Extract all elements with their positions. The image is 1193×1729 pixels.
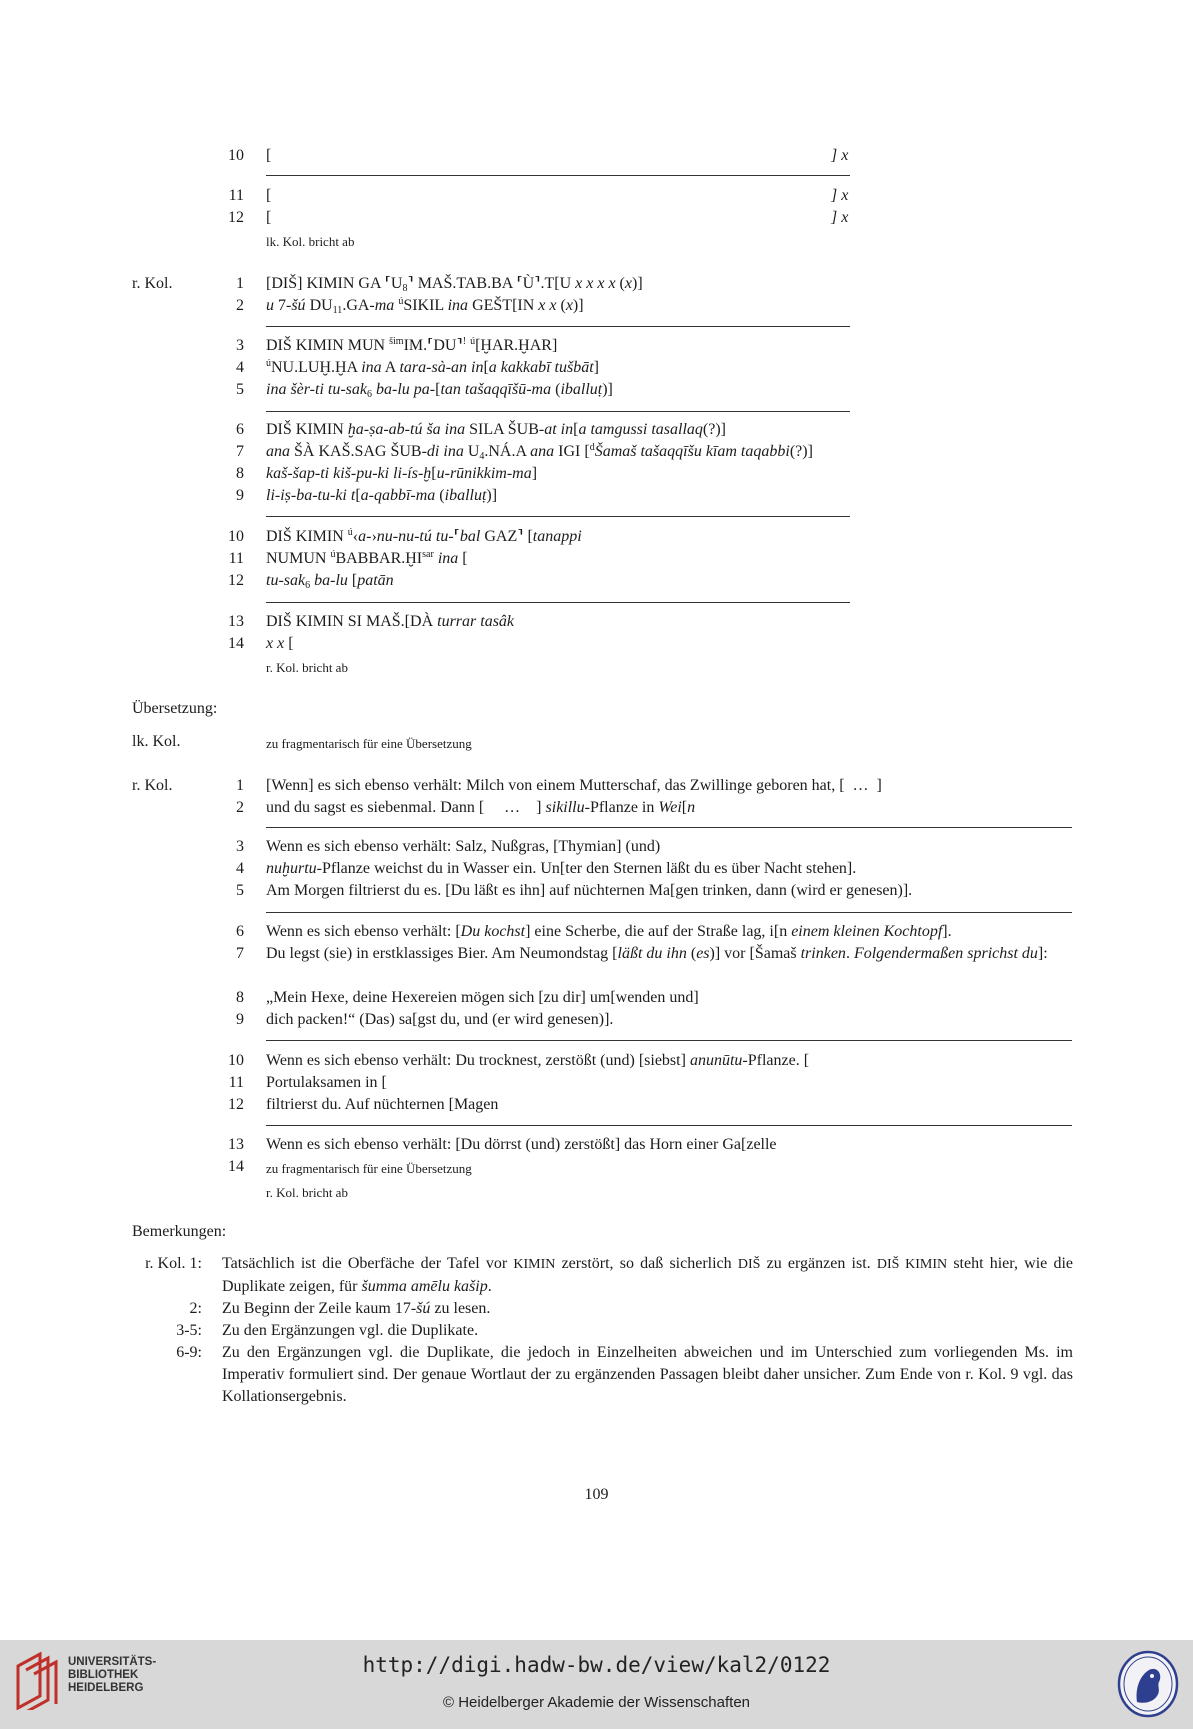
document-page: 10 [ ] x 11 [ ] x 12 [ ] x lk. Kol. bricht ab r. Kol. 1 [DIŠ] KIMIN GA $⸢U_8⸣$ MAŠ.TAB.BA ⸢Ù⸣.T[U x x x x (x)] 2 u 7-šú $DU_{11}.GA-ma$ $^ú$SIKIL ina GEŠT[IN x x (x)] 3 DIŠ KIMIN MUN $^{šim}$IM.⸢DU⸣! $^ú$[ḪAR.ḪAR] 4 $^ú$NU.LUḪ.ḪA ina A tara-sà-an in[a kakkabī tušbāt] 5 ina šèr-ti tu-sak$_6$ ba-lu pa-[tan tašaqqīšū-ma (iballuṭ)] 6 DIŠ KIMIN ḫa-ṣa-ab-tú ša ina SILA ŠUB-at in[a tamgussi tasallaq(?)] 7 ana ŠÀ KAŠ.SAG ŠUB-di ina $U_4.NÁ.A$ ana IGI [$^d$Šamaš tašaqqīšu kīam taqabbi(?)] 8 kaš-šap-ti kiš-pu-ki li-ís-ḫ[u-rūnikkim-ma] 9 li-iṣ-ba-tu-ki t[a-qabbī-ma (iballuṭ)] 10 DIŠ KIMIN $^ú$‹a-›nu-nu-tú tu-⸢bal GAZ⸣ [tanappi 11 NUMUN $^ú$BABBAR.ḪI$^{sar}$ ina [ 12 tu-sak$_6$ ba-lu [patān 13 DIŠ KIMIN SI MAŠ.[DÀ turrar tasâk 14 x x [ r. Kol. bricht ab Übersetzung: lk. Kol. zu fragmentarisch für eine Übersetzung r. Kol. 1 [Wenn] es sich ebenso verhält: Milch von einem Mutterschaf, das Zwillinge geboren hat, [ … ] 2 und du sagst es siebenmal. Dann [ … ] sikillu-Pflanze in Wei[n 3 Wenn es sich ebenso verhält: Salz, Nußgras, [Thymian] (und) 4 nuḫurtu-Pflanze weichst du in Wasser ein. Un[ter den Sternen läßt du es über Nacht stehen]. 5 Am Morgen filtrierst du es. [Du läßt es ihn] auf nüchternen Ma[gen trinken, dann (wird er genesen)]. 6 Wenn es sich ebenso verhält: [Du kochst] eine Scherbe, die auf der Straße lag, i[n einem kleinen Kochtopf]. 7 Du legst (sie) in erstklassiges Bier. Am Neumondstag [läßt du ihn (es)] vor [Šamaš trinken. Folgendermaßen sprichst du]: 8 „Mein Hexe, deine Hexereien mögen sich [zu dir] um[wenden und] 9 dich packen!“ (Das) sa[gst du, und (er wird genesen)]. 10 Wenn es sich ebenso verhält: Du trocknest, zerstößt (und) [siebst] anunūtu-Pflanze. [ 11 Portulaksamen in [ 12 filtrierst du. Auf nüchternen [Magen 13 Wenn es sich ebenso verhält: [Du dörrst (und) zerstößt] das Horn einer Ga[zelle 14 zu fragmentarisch für eine Übersetzung r. Kol. bricht ab Bemerkungen: r. Kol. 1: Tatsächlich ist die Oberfäche der Tafel vor KIMIN zerstört, so daß sicherlich DIŠ zu ergänzen ist. DIŠ KIMIN steht hier, wie die Duplikate zeigen, für šumma amēlu kašip. 2: Zu Beginn der Zeile kaum 17-šú zu lesen. 3-5: Zu den Ergänzungen vgl. die Duplikate. 6-9: Zu den Ergänzungen vgl. die Duplikate, die jedoch in Einzelheiten abweichen und im Unterschied zum vorliegenden Ms. im Imperativ formuliert sind. Der genaue Wortlaut der zu ergänzenden Passagen bleibt daher unsicher. Zum Ende von r. Kol. 9 vgl. das Kollationsergebnis. 109 [0, 0, 1193, 1640]
section-divider [266, 175, 850, 176]
page-number: 109 [584, 1486, 609, 1503]
remark-r-kol-1: r. Kol. 1: Tatsächlich ist die Oberfäche der Tafel vor KIMIN zerstört, so daß sicherlich DIŠ zu ergänzen ist. DIŠ KIMIN steht hier, wie die Duplikate zeigen, für šumma amēlu kašip. [145, 1255, 1074, 1295]
academy-seal-icon [1117, 1650, 1179, 1718]
section-divider [266, 516, 850, 517]
copyright-notice: © Heidelberger Akademie der Wissenschaften [442, 1694, 751, 1711]
translation-heading: Übersetzung: [132, 700, 218, 717]
section-divider [266, 1125, 1072, 1126]
section-divider [266, 1040, 1072, 1041]
section-divider [266, 602, 850, 603]
footer-bar [0, 1640, 1193, 1729]
permalink-url[interactable]: http://digi.hadw-bw.de/view/kal2/0122 [362, 1653, 831, 1677]
remarks-heading: Bemerkungen: [132, 1223, 227, 1240]
section-divider [266, 411, 850, 412]
remark-6-9: 6-9: Zu den Ergänzungen vgl. die Duplikate, die jedoch in Einzelheiten abweichen und im Unterschied zum vorliegenden Ms. im Imperativ formuliert sind. Der genaue Wortlaut der zu ergänzenden Passagen bleibt daher unsicher. Zum Ende von r. Kol. 9 vgl. das Kollationsergebnis. [176, 1344, 1073, 1405]
library-name: UNIVERSITÄTS- BIBLIOTHEK HEIDELBERG [68, 1656, 157, 1694]
remark-2: 2: Zu Beginn der Zeile kaum 17-šú zu lesen. [189, 1300, 491, 1317]
remark-3-5: 3-5: Zu den Ergänzungen vgl. die Duplikate. [176, 1322, 479, 1339]
section-divider [266, 912, 1072, 913]
section-divider [266, 326, 850, 327]
section-divider [266, 827, 1072, 828]
